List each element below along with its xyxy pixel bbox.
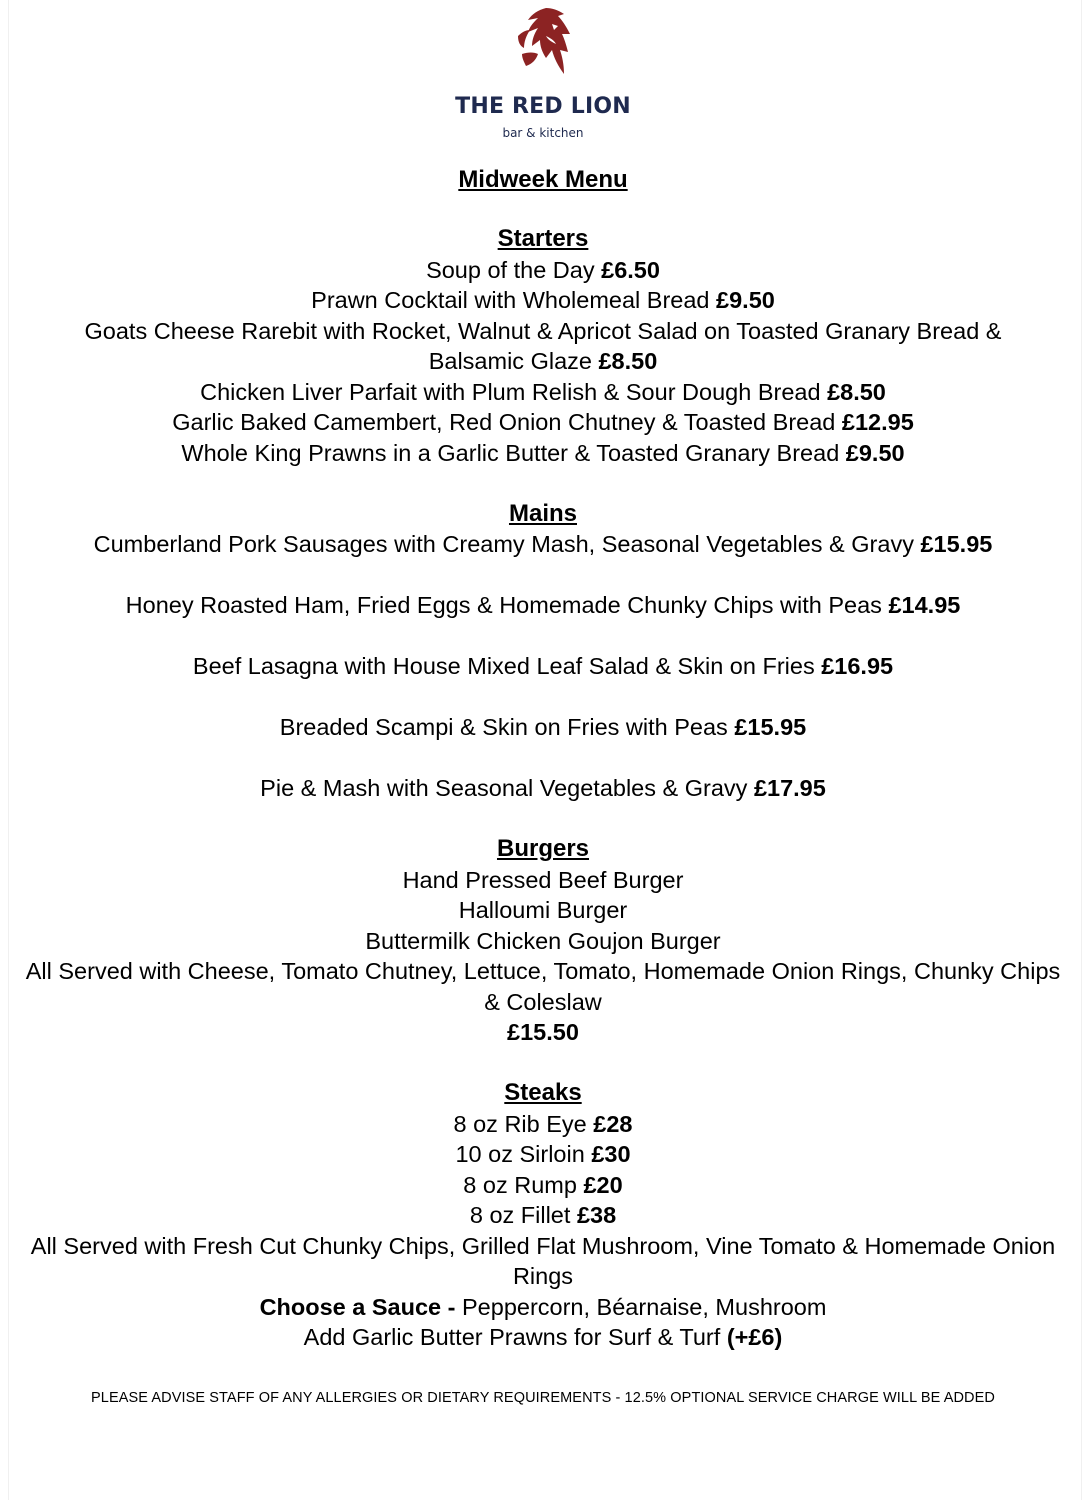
steaks-served-with: All Served with Fresh Cut Chunky Chips, Grilled Flat Mushroom, Vine Tomato & Homemade Onion Rings — [30, 1232, 1056, 1289]
item-name: Pie & Mash with Seasonal Vegetables & Gravy — [260, 775, 754, 801]
item-name: 8 oz Fillet — [469, 1202, 577, 1228]
lion-head-icon — [508, 6, 578, 82]
menu-item — [0, 1139, 1086, 1170]
item-name: Chicken Liver Parfait with Plum Relish & Sour Dough Bread — [200, 378, 828, 405]
section-title-burgers: Burgers — [496, 835, 590, 862]
item-price: £20 — [583, 1171, 623, 1198]
menu-item — [0, 255, 1086, 286]
burgers-price: £15.50 — [507, 1019, 579, 1045]
menu-item — [0, 651, 1086, 682]
item-price: £6.50 — [601, 256, 660, 283]
section-title-steaks: Steaks — [504, 1079, 582, 1106]
menu-item — [0, 712, 1086, 743]
spacer — [0, 804, 1086, 835]
menu-item — [0, 316, 1086, 377]
item-price: £12.95 — [841, 409, 914, 435]
logo — [0, 6, 1086, 82]
item-name: Beef Lasagna with House Mixed Leaf Salad & Skin on Fries — [192, 653, 822, 679]
menu-item — [0, 1200, 1086, 1231]
menu-item: Hand Pressed Beef Burger — [402, 866, 684, 893]
sauce-line — [0, 1292, 1086, 1323]
item-price: £15.95 — [734, 714, 807, 740]
item-price: £30 — [591, 1141, 631, 1167]
item-name: Garlic Baked Camembert, Red Onion Chutney & Toasted Bread — [172, 409, 842, 435]
menu-item — [0, 377, 1086, 408]
brand-subtitle: bar & kitchen — [502, 126, 584, 140]
item-price: £15.95 — [920, 531, 993, 557]
item-name: Cumberland Pork Sausages with Creamy Mash, Seasonal Vegetables & Gravy — [93, 531, 921, 557]
item-price: £8.50 — [598, 348, 658, 374]
item-name: 10 oz Sirloin — [455, 1141, 592, 1167]
menu-item — [0, 285, 1086, 316]
brand-name: THE RED LION — [455, 94, 631, 119]
item-price: £38 — [576, 1202, 617, 1228]
item-name: Breaded Scampi & Skin on Fries with Peas — [279, 714, 735, 740]
sauce-options: Peppercorn, Béarnaise, Mushroom — [462, 1293, 827, 1320]
menu-item: Halloumi Burger — [458, 897, 628, 923]
item-name: Soup of the Day — [426, 256, 602, 283]
section-title-starters: Starters — [497, 225, 589, 252]
addon-line — [0, 1322, 1086, 1353]
menu-item — [0, 438, 1086, 469]
section-title-mains: Mains — [508, 499, 577, 527]
burgers-served-with: All Served with Cheese, Tomato Chutney, Lettuce, Tomato, Homemade Onion Rings, Chunky Chips & Coleslaw — [25, 958, 1061, 1015]
spacer — [0, 743, 1086, 774]
menu-item — [0, 407, 1086, 438]
item-price: £9.50 — [716, 287, 775, 313]
menu-item — [0, 1109, 1086, 1140]
spacer — [0, 682, 1086, 713]
item-price: £9.50 — [845, 439, 905, 466]
item-price: £28 — [593, 1110, 633, 1137]
spacer — [0, 1048, 1086, 1079]
item-name: Goats Cheese Rarebit with Rocket, Walnut & Apricot Salad on Toasted Granary Bread & Balsamic Glaze — [84, 317, 1002, 374]
menu-item — [0, 773, 1086, 804]
spacer — [0, 560, 1086, 591]
addon-price: (+£6) — [726, 1324, 783, 1350]
menu-item — [0, 529, 1086, 560]
item-name: Prawn Cocktail with Wholemeal Bread — [311, 287, 717, 313]
spacer — [0, 621, 1086, 652]
menu-item: Buttermilk Chicken Goujon Burger — [365, 927, 721, 954]
addon-text: Add Garlic Butter Prawns for Surf & Turf — [303, 1324, 727, 1350]
item-price: £14.95 — [888, 592, 961, 618]
menu-item — [0, 1170, 1086, 1201]
menu-content — [0, 160, 1086, 1353]
item-name: 8 oz Rump — [463, 1171, 584, 1198]
item-price: £8.50 — [827, 378, 886, 405]
item-name: Whole King Prawns in a Garlic Butter & Toasted Granary Bread — [181, 439, 846, 466]
item-name: 8 oz Rib Eye — [453, 1110, 594, 1137]
sauce-label: Choose a Sauce - — [259, 1293, 462, 1320]
menu-title: Midweek Menu — [458, 166, 628, 193]
item-price: £16.95 — [821, 653, 894, 679]
item-price: £17.95 — [753, 775, 826, 801]
item-name: Honey Roasted Ham, Fried Eggs & Homemade Chunky Chips with Peas — [125, 592, 889, 618]
allergy-footer: PLEASE ADVISE STAFF OF ANY ALLERGIES OR DIETARY REQUIREMENTS - 12.5% OPTIONAL SERVICE CHARGE WILL BE ADDED — [91, 1390, 995, 1406]
spacer — [0, 468, 1086, 499]
menu-item — [0, 590, 1086, 621]
